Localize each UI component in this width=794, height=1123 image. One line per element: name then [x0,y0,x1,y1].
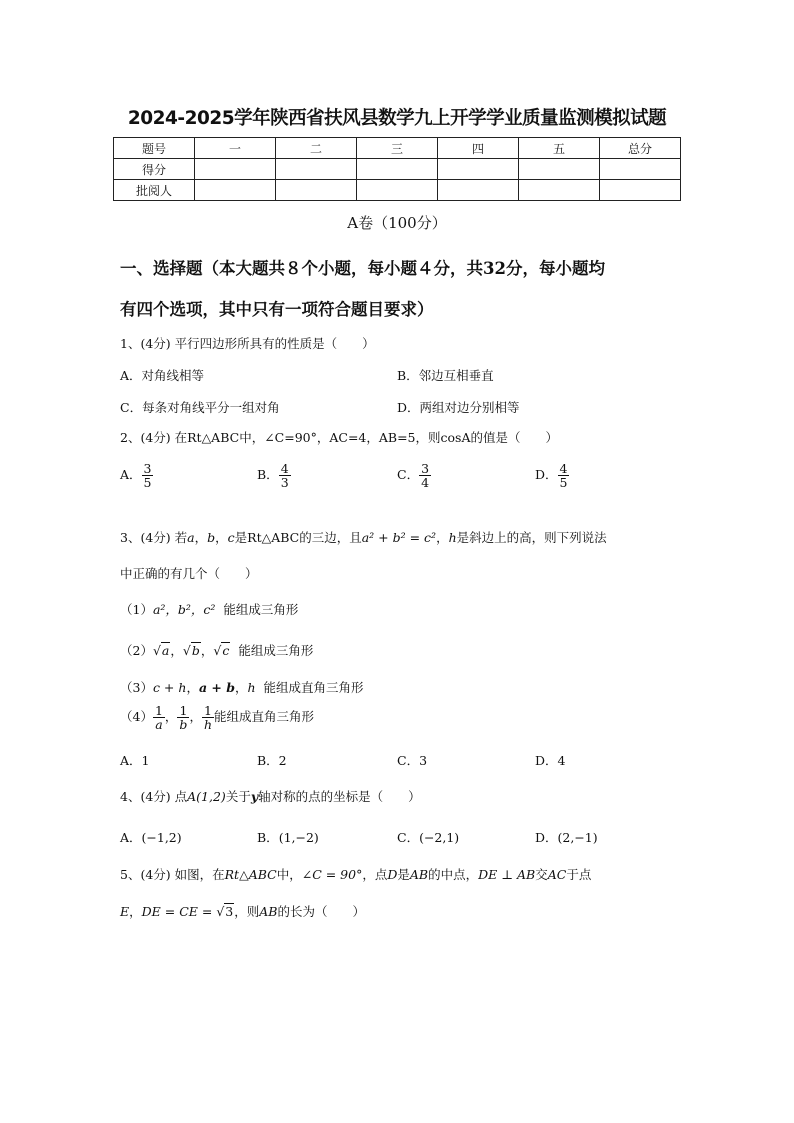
q3-option-a: A．1 [120,753,150,768]
numerator: 4 [280,461,289,476]
q4-option-c: C．(−2,1) [397,830,460,845]
q1-option-d: D．两组对边分别相等 [397,400,520,415]
q2-option-c [397,462,431,489]
q1-option-c: C．每条对角线平分一组对角 [120,400,280,415]
fraction [142,462,154,489]
table-cell [600,180,681,201]
table-cell [438,159,519,180]
q3-stem-line1: 3、(4分) 若a，b，c是Rt△ABC的三边，且a² + b² = c²，h是斜边上的高，则下列说法 [120,530,607,545]
section-1-heading-line2: 有四个选项，其中只有一项符合题目要求） [120,300,434,319]
q3-statement-2: （2）√a，√b，√c 能组成三角形 [120,643,314,658]
numerator: 4 [559,461,568,476]
denominator: 5 [559,475,568,491]
q2-option-d [535,462,569,489]
table-cell [519,159,600,180]
fraction [558,462,570,489]
fraction: $\frac{1}{a}$ [154,703,163,733]
q5-stem-line1: 5、(4分) 如图，在Rt△ABC中，∠C = 90°，点D是AB的中点，DE ⊥ AB交AC于点 [120,867,592,882]
option-label: D． [535,467,558,483]
table-header-cell: 三 [357,138,438,159]
q3-statement-1: （1）a²，b²，c² 能组成三角形 [120,602,299,617]
q3-option-c: C．3 [397,753,428,768]
table-cell [276,180,357,201]
fraction [419,462,431,489]
table-row [114,138,681,159]
table-header-cell: 二 [276,138,357,159]
q3-stem-line2: 中正确的有几个（ ） [120,566,258,581]
table-header-cell: 一 [195,138,276,159]
numerator: 3 [143,461,152,476]
table-header-cell: 四 [438,138,519,159]
q1-option-b: B．邻边互相垂直 [397,368,494,383]
table-cell [357,180,438,201]
table-cell [276,159,357,180]
table-cell [195,159,276,180]
q3-option-d: D．4 [535,753,566,768]
denominator: 5 [143,475,152,491]
table-cell [600,159,681,180]
q1-stem: 1、(4分) 平行四边形所具有的性质是（ ） [120,336,375,351]
option-label: A． [120,467,142,483]
q2-option-b [257,462,291,489]
table-cell [195,180,276,201]
denominator: 3 [280,475,289,491]
fraction [279,462,291,489]
numerator: 3 [421,461,430,476]
table-cell: 得分 [114,159,195,180]
q3-statement-3: （3）c + h，a + b，h 能组成直角三角形 [120,680,364,695]
denominator: 4 [421,475,430,491]
fraction: $\frac{1}{b}$ [179,703,188,733]
square-root: √a [152,643,170,658]
square-root: √c [213,643,230,658]
option-label: B． [257,467,279,483]
table-cell [519,180,600,201]
exam-title: 2024-2025学年陕西省扶风县数学九上开学学业质量监测模拟试题 [127,108,667,129]
q2-stem: 2、(4分) 在Rt△ABC中，∠C=90°，AC=4，AB=5，则cosA的值是（ ） [120,430,558,445]
square-root: √3 [216,904,234,919]
section-1-heading-line1: 一、选择题（本大题共８个小题，每小题４分，共32分，每小题均 [120,259,605,278]
option-label: C． [397,467,420,483]
q5-stem-line2: E，DE = CE = √3，则AB的长为（ ） [120,904,365,919]
table-cell [438,180,519,201]
fraction: $\frac{1}{h}$ [203,703,213,733]
table-cell [357,159,438,180]
q1-option-a: A．对角线相等 [120,368,205,383]
score-table [113,137,681,201]
table-header-cell: 总分 [600,138,681,159]
q3-statement-4: （4） $\frac{1}{a}$ ， $\frac{1}{b}$ ， $\frac{1}{h}$ 能组成直角三角形 [120,703,315,733]
square-root: √b [182,643,200,658]
q2-option-a [120,462,153,489]
q4-stem: 4、(4分) 点A(1,2)关于y轴对称的点的坐标是（ ） [120,789,421,804]
table-cell: 批阅人 [114,180,195,201]
q3-option-b: B．2 [257,753,287,768]
table-header-cell: 题号 [114,138,195,159]
table-row [114,159,681,180]
pythagorean-equation: a² + b² = c² [361,530,437,545]
q4-option-b: B．(1,−2) [257,830,319,845]
q4-option-d: D．(2,−1) [535,830,598,845]
table-row [114,180,681,201]
q4-option-a: A．(−1,2) [120,830,182,845]
section-a-heading: A卷（100分） [347,214,447,232]
table-header-cell: 五 [519,138,600,159]
